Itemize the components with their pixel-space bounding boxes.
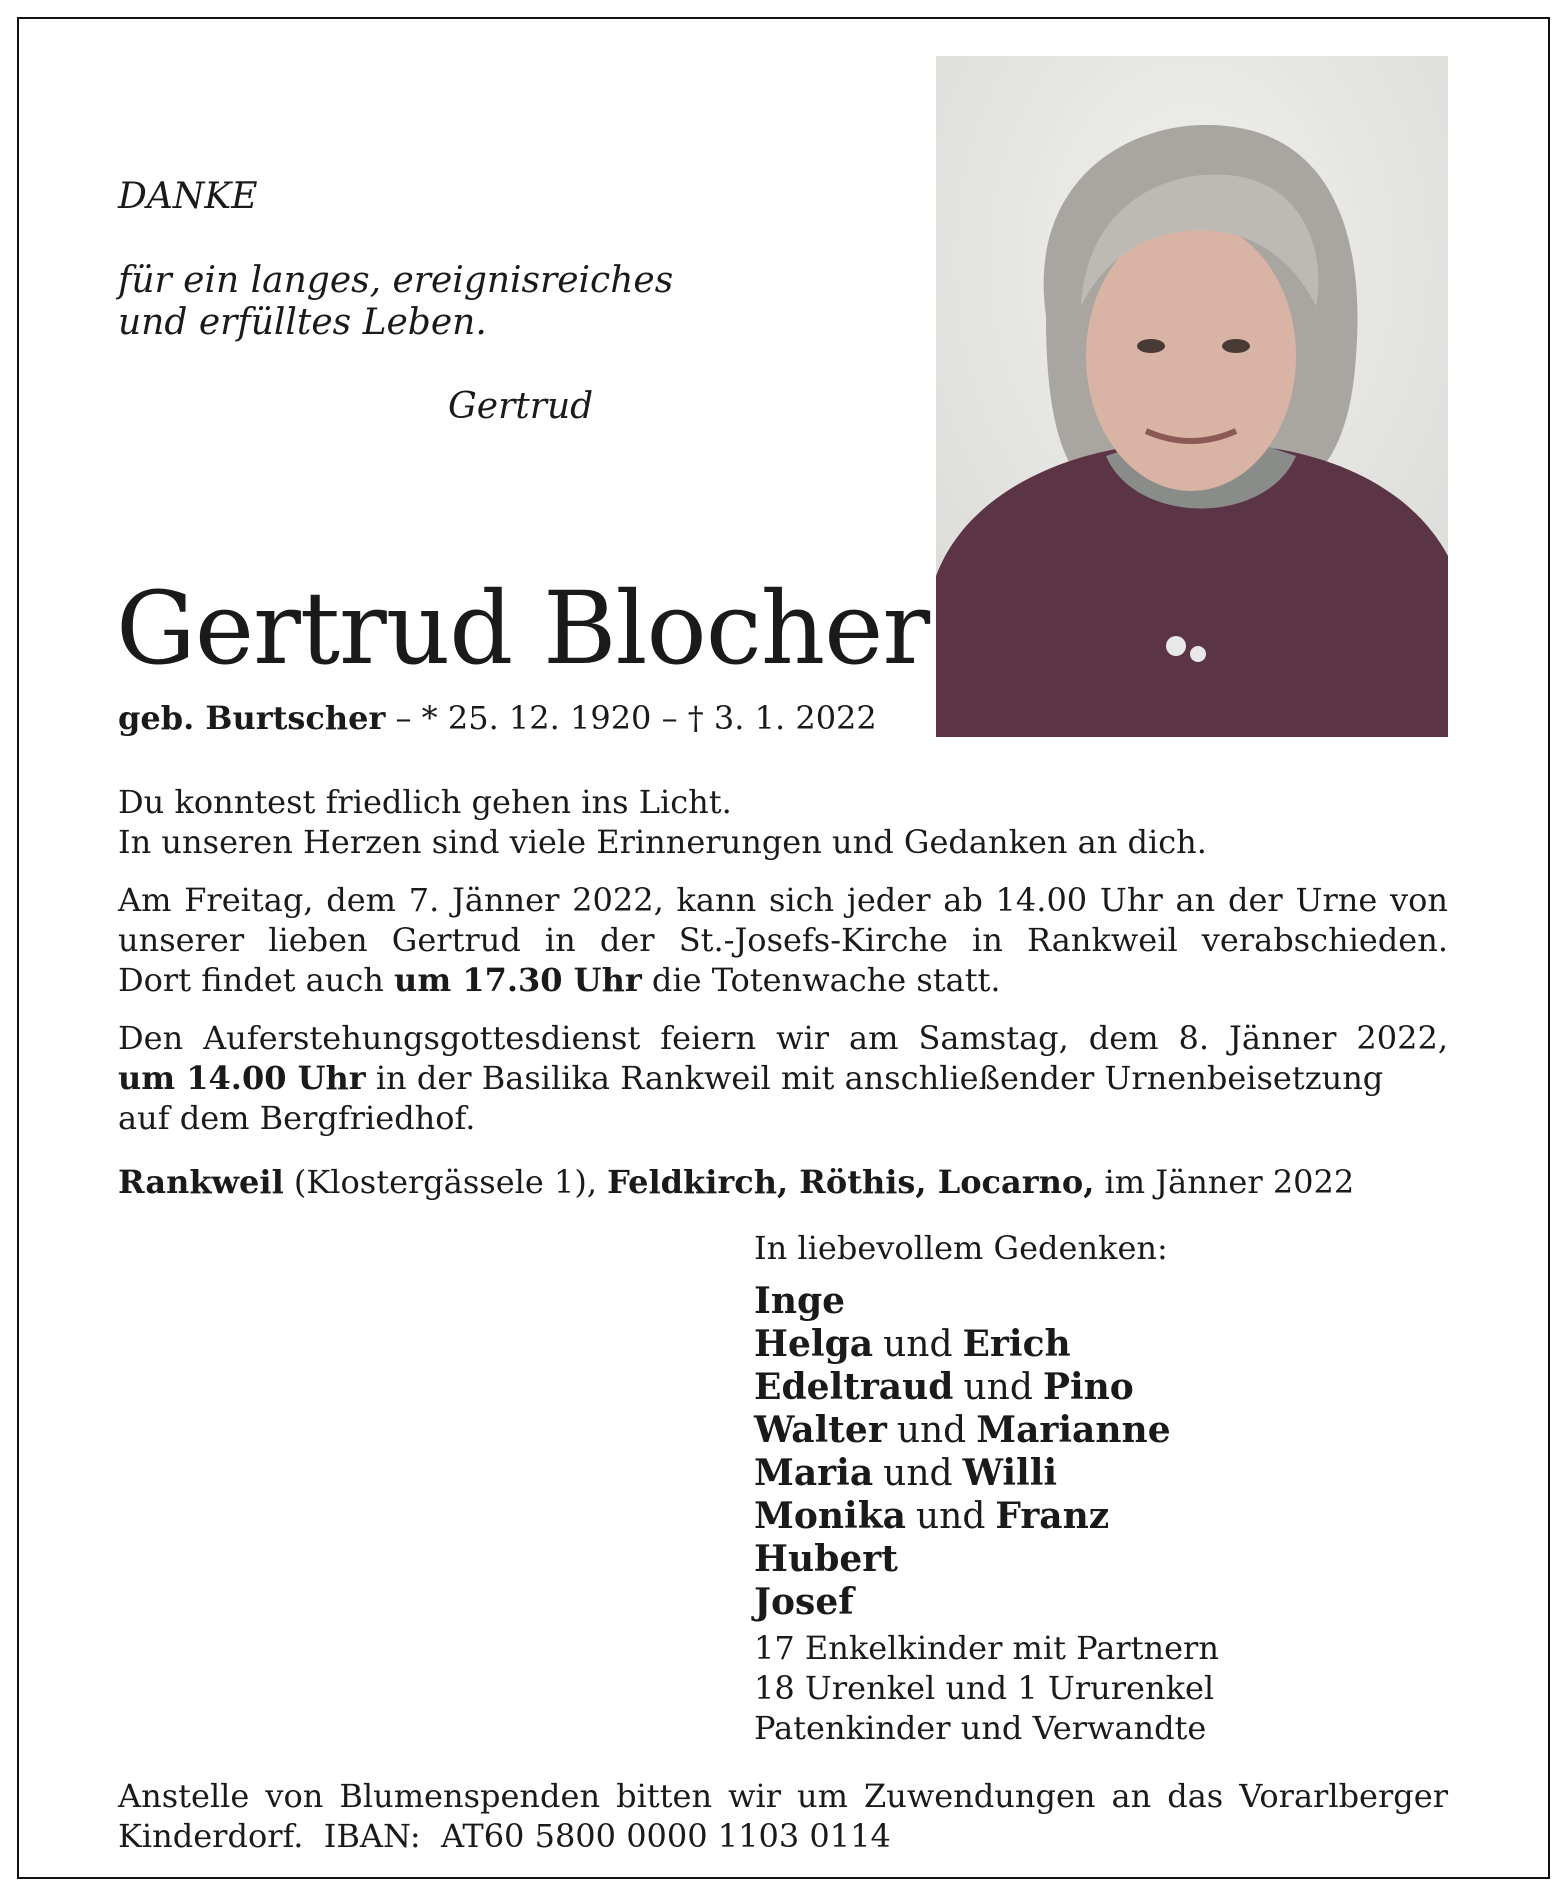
quote-line-1: für ein langes, ereignisreiches [118,260,674,301]
mourner-name: Maria [754,1452,874,1494]
p2-text-c: die Totenwache statt. [641,961,1001,999]
mourner-name: Josef [754,1581,854,1623]
paragraph-3-line-1: Den Auferstehungsgottesdienst feiern wir am Samstag, dem 8. Jänner 2022, [118,1019,1448,1057]
mourner-row [754,1495,1171,1538]
portrait-illustration [936,56,1448,737]
paragraph-2-line-2: unserer lieben Gertrud in der St.-Josefs-Kirche in Rankweil verabschieden. [118,921,1448,959]
p2-text-a: Dort findet auch [118,961,395,999]
deceased-name: Gertrud Blocher [116,570,930,687]
place-town: Rankweil [118,1163,284,1201]
paragraph-3-line-3: auf dem Bergfriedhof. [118,1099,476,1137]
extra-grandchildren: 17 Enkelkinder mit Partnern [754,1629,1219,1667]
p3-time-service: um 14.00 Uhr [118,1059,366,1097]
paragraph-1-line-1: Du konntest friedlich gehen ins Licht. [118,783,732,821]
mourner-name: Helga [754,1323,874,1365]
mourner-row [754,1280,1171,1323]
life-dates: – * 25. 12. 1920 – † 3. 1. 2022 [395,699,877,737]
donation-line-2: Kinderdorf. IBAN: AT60 5800 0000 1103 0114 [118,1817,891,1855]
mourner-connector: und [896,1410,967,1451]
mourners-extra [754,1628,1219,1748]
mourner-name: Hubert [754,1538,898,1580]
place-date: im Jänner 2022 [1094,1163,1355,1201]
place-others: Feldkirch, Röthis, Locarno, [607,1163,1095,1201]
mourner-connector: und [883,1324,953,1365]
paragraph-1-line-2: In unseren Herzen sind viele Erinnerungen und Gedanken an dich. [118,823,1207,861]
donation-line-1: Anstelle von Blumenspenden bitten wir um Zuwendungen an das Vorarlberger [118,1777,1448,1815]
mourner-partner-name: Franz [995,1495,1110,1537]
mourner-row [754,1581,1171,1624]
quote-line-2: und erfülltes Leben. [118,302,487,343]
mourner-connector: und [963,1367,1033,1408]
birth-info [118,698,877,738]
mourner-connector: und [883,1453,953,1494]
paragraph-3-line-2 [118,1058,1383,1098]
paragraph-2-line-3 [118,960,1001,1000]
quote-title: DANKE [118,176,258,217]
mourner-name: Edeltraud [754,1366,954,1408]
paragraph-2-line-1: Am Freitag, dem 7. Jänner 2022, kann sich jeder ab 14.00 Uhr an der Urne von [118,881,1448,919]
portrait-photo [936,56,1448,737]
mourner-row [754,1538,1171,1581]
mourner-connector: und [915,1496,986,1537]
mourner-name: Walter [754,1409,887,1451]
mourner-row [754,1323,1171,1366]
mourner-row [754,1452,1171,1495]
mourner-partner-name: Erich [962,1323,1071,1365]
extra-relatives: Patenkinder und Verwandte [754,1709,1207,1747]
quote-signature: Gertrud [448,386,594,427]
mourners-intro: In liebevollem Gedenken: [754,1229,1168,1267]
mourner-name: Monika [754,1495,906,1537]
place-address: (Klostergässele 1), [283,1163,608,1201]
mourner-row [754,1366,1171,1409]
mourner-partner-name: Marianne [976,1409,1171,1451]
birth-name: geb. Burtscher [118,699,386,737]
p2-time-wake: um 17.30 Uhr [394,961,642,999]
mourners-names [754,1280,1171,1624]
place-date-line [118,1162,1354,1202]
mourner-name: Inge [754,1280,846,1322]
mourner-partner-name: Willi [962,1452,1058,1494]
p3-text-b: in der Basilika Rankweil mit anschließender Urnenbeisetzung [365,1059,1384,1097]
mourner-row [754,1409,1171,1452]
extra-great-grandchildren: 18 Urenkel und 1 Ururenkel [754,1669,1215,1707]
mourner-partner-name: Pino [1042,1366,1134,1408]
